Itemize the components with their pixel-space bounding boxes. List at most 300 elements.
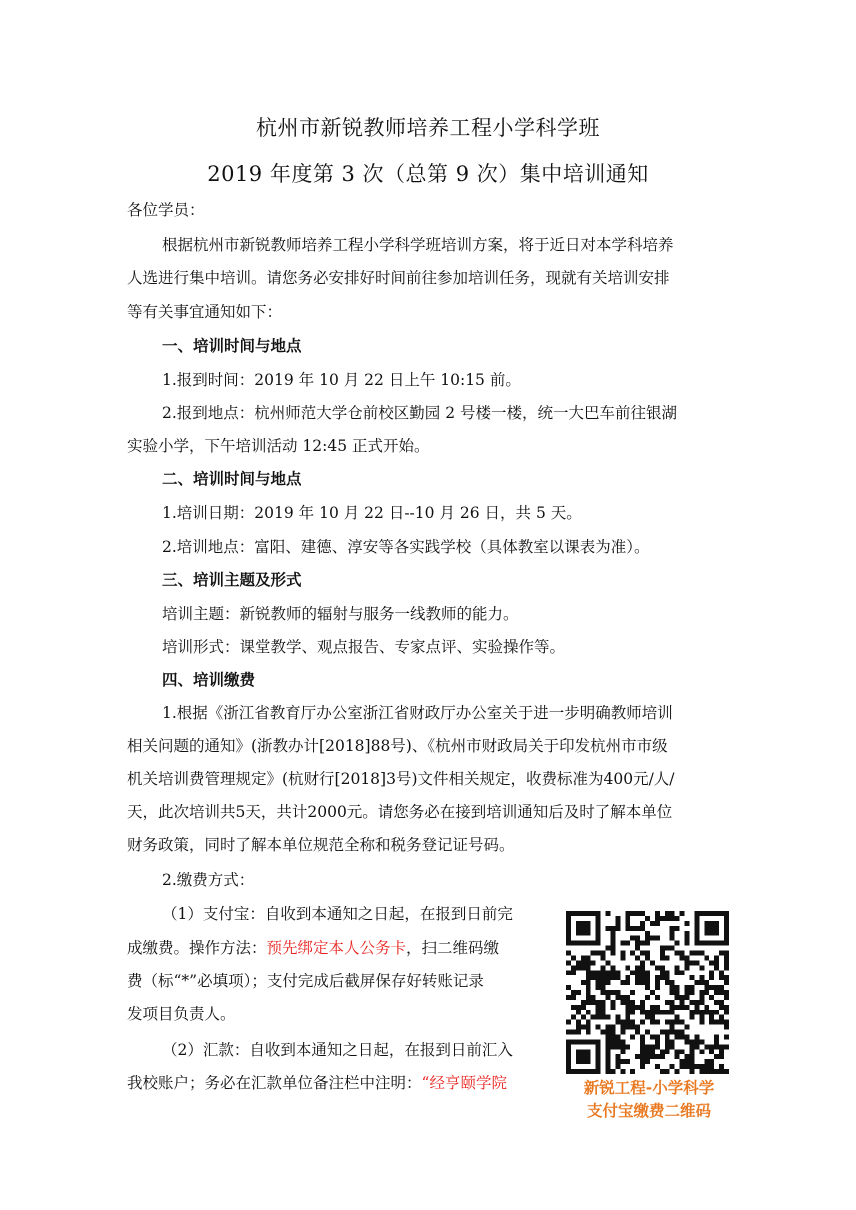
qr-module bbox=[581, 1059, 586, 1064]
qr-module bbox=[660, 1069, 665, 1074]
qr-module bbox=[586, 1010, 591, 1015]
qr-module bbox=[694, 1034, 699, 1039]
qr-module bbox=[610, 1005, 615, 1010]
fee-paragraph-line: 相关问题的通知》(浙教办计[2018]88号)、《杭州市财政局关于印发杭州市市级 bbox=[127, 737, 668, 755]
qr-module bbox=[635, 980, 640, 985]
qr-module bbox=[650, 960, 655, 965]
qr-module bbox=[610, 1030, 615, 1035]
qr-module bbox=[665, 946, 670, 951]
qr-module bbox=[610, 1039, 615, 1044]
qr-module bbox=[709, 1015, 714, 1020]
qr-module bbox=[689, 1015, 694, 1020]
qr-module bbox=[601, 1005, 606, 1010]
qr-module bbox=[581, 955, 586, 960]
qr-module bbox=[615, 975, 620, 980]
title-line-1: 杭州市新锐教师培养工程小学科学班 bbox=[256, 116, 600, 140]
qr-module bbox=[694, 1044, 699, 1049]
qr-module bbox=[699, 975, 704, 980]
qr-module bbox=[576, 1010, 581, 1015]
qr-module bbox=[714, 1010, 719, 1015]
qr-module bbox=[699, 1049, 704, 1054]
qr-module bbox=[719, 1000, 724, 1005]
qr-module bbox=[685, 931, 690, 936]
title-line-2: 2019 年度第 3 次（总第 9 次）集中培训通知 bbox=[207, 162, 649, 186]
qr-module bbox=[630, 1025, 635, 1030]
qr-module bbox=[610, 936, 615, 941]
qr-module bbox=[601, 965, 606, 970]
qr-module bbox=[596, 931, 601, 936]
qr-module bbox=[694, 1064, 699, 1069]
qr-module bbox=[694, 980, 699, 985]
qr-module bbox=[635, 1030, 640, 1035]
qr-module bbox=[685, 1005, 690, 1010]
qr-module bbox=[645, 975, 650, 980]
qr-module bbox=[645, 970, 650, 975]
qr-module bbox=[566, 1064, 571, 1069]
qr-module bbox=[670, 916, 675, 921]
qr-module bbox=[719, 985, 724, 990]
qr-module bbox=[694, 1005, 699, 1010]
qr-module bbox=[625, 916, 630, 921]
qr-module bbox=[615, 1054, 620, 1059]
qr-module bbox=[719, 1044, 724, 1049]
qr-module bbox=[625, 980, 630, 985]
qr-module bbox=[670, 1010, 675, 1015]
qr-module bbox=[724, 1010, 729, 1015]
qr-module bbox=[625, 1025, 630, 1030]
qr-module bbox=[591, 941, 596, 946]
qr-module bbox=[709, 1059, 714, 1064]
qr-module bbox=[645, 955, 650, 960]
qr-module bbox=[566, 931, 571, 936]
qr-module bbox=[699, 995, 704, 1000]
qr-module bbox=[596, 921, 601, 926]
qr-module bbox=[606, 1039, 611, 1044]
qr-module bbox=[719, 1064, 724, 1069]
qr-module bbox=[645, 1049, 650, 1054]
qr-module bbox=[635, 1005, 640, 1010]
qr-module bbox=[586, 995, 591, 1000]
qr-module bbox=[566, 1020, 571, 1025]
qr-module bbox=[645, 1015, 650, 1020]
qr-module bbox=[660, 951, 665, 956]
qr-module bbox=[601, 1015, 606, 1020]
qr-module bbox=[689, 985, 694, 990]
qr-module bbox=[576, 965, 581, 970]
qr-module bbox=[576, 960, 581, 965]
qr-module bbox=[581, 965, 586, 970]
qr-module bbox=[606, 990, 611, 995]
qr-module bbox=[714, 1020, 719, 1025]
qr-module bbox=[566, 911, 571, 916]
qr-module bbox=[625, 1000, 630, 1005]
qr-module bbox=[635, 975, 640, 980]
qr-module bbox=[699, 951, 704, 956]
qr-module bbox=[610, 965, 615, 970]
qr-module bbox=[694, 1000, 699, 1005]
qr-module bbox=[586, 955, 591, 960]
qr-module bbox=[689, 1010, 694, 1015]
qr-module bbox=[660, 955, 665, 960]
qr-module bbox=[596, 936, 601, 941]
section-item: 2.报到地点：杭州师范大学仓前校区勤园 2 号楼一楼，统一大巴车前往银湖 bbox=[162, 404, 678, 422]
qr-module bbox=[581, 1000, 586, 1005]
qr-module bbox=[581, 921, 586, 926]
qr-module bbox=[620, 1049, 625, 1054]
qr-module bbox=[709, 921, 714, 926]
qr-module bbox=[640, 1044, 645, 1049]
qr-module bbox=[670, 936, 675, 941]
qr-module bbox=[655, 916, 660, 921]
qr-module bbox=[571, 1005, 576, 1010]
fee-paragraph-line: 财务政策，同时了解本单位规范全称和税务登记证号码。 bbox=[127, 836, 515, 854]
qr-module bbox=[596, 911, 601, 916]
qr-module bbox=[709, 970, 714, 975]
qr-module bbox=[635, 941, 640, 946]
qr-module bbox=[606, 1030, 611, 1035]
qr-module bbox=[689, 1059, 694, 1064]
qr-module bbox=[704, 931, 709, 936]
qr-module bbox=[699, 1020, 704, 1025]
qr-module bbox=[665, 1044, 670, 1049]
qr-module bbox=[665, 980, 670, 985]
qr-module bbox=[719, 1015, 724, 1020]
qr-module bbox=[680, 1059, 685, 1064]
qr-module bbox=[694, 921, 699, 926]
qr-module bbox=[694, 960, 699, 965]
qr-module bbox=[719, 911, 724, 916]
qr-module bbox=[645, 1010, 650, 1015]
qr-module bbox=[566, 936, 571, 941]
qr-module bbox=[704, 911, 709, 916]
qr-module bbox=[635, 965, 640, 970]
qr-module bbox=[699, 1064, 704, 1069]
qr-module bbox=[610, 975, 615, 980]
qr-module bbox=[596, 926, 601, 931]
qr-module bbox=[640, 1000, 645, 1005]
qr-module bbox=[680, 970, 685, 975]
qr-module bbox=[620, 1044, 625, 1049]
payment-method-label: 2.缴费方式： bbox=[162, 871, 255, 889]
qr-module bbox=[620, 980, 625, 985]
qr-module bbox=[615, 1020, 620, 1025]
qr-module bbox=[581, 926, 586, 931]
qr-module bbox=[655, 921, 660, 926]
qr-module bbox=[610, 951, 615, 956]
qr-module bbox=[675, 1054, 680, 1059]
qr-module bbox=[586, 990, 591, 995]
qr-module bbox=[615, 1044, 620, 1049]
qr-module bbox=[650, 936, 655, 941]
qr-module bbox=[581, 960, 586, 965]
qr-module bbox=[689, 1064, 694, 1069]
qr-module bbox=[586, 1054, 591, 1059]
qr-module bbox=[685, 1054, 690, 1059]
qr-module bbox=[630, 936, 635, 941]
qr-module bbox=[571, 970, 576, 975]
qr-module bbox=[640, 1059, 645, 1064]
qr-module bbox=[660, 916, 665, 921]
qr-module bbox=[719, 970, 724, 975]
qr-module bbox=[606, 970, 611, 975]
qr-module bbox=[675, 1030, 680, 1035]
qr-module bbox=[596, 975, 601, 980]
qr-module bbox=[586, 980, 591, 985]
qr-module bbox=[714, 1034, 719, 1039]
qr-module bbox=[704, 990, 709, 995]
alipay-line bbox=[127, 938, 499, 958]
qr-module bbox=[665, 1000, 670, 1005]
qr-module bbox=[620, 1000, 625, 1005]
qr-module bbox=[601, 975, 606, 980]
qr-module bbox=[630, 1069, 635, 1074]
qr-module bbox=[610, 1044, 615, 1049]
qr-module bbox=[630, 911, 635, 916]
qr-module bbox=[596, 1015, 601, 1020]
qr-module bbox=[694, 1010, 699, 1015]
qr-module bbox=[596, 1039, 601, 1044]
section-heading: 二、培训时间与地点 bbox=[162, 469, 302, 488]
qr-module bbox=[675, 1020, 680, 1025]
qr-module bbox=[709, 1020, 714, 1025]
qr-module bbox=[635, 936, 640, 941]
qr-module bbox=[680, 1000, 685, 1005]
qr-module bbox=[675, 926, 680, 931]
qr-module bbox=[655, 985, 660, 990]
qr-module bbox=[596, 1005, 601, 1010]
qr-module bbox=[581, 1025, 586, 1030]
remit-line: （2）汇款：自收到本通知之日起，在报到日前汇入 bbox=[162, 1041, 513, 1059]
qr-module bbox=[576, 911, 581, 916]
qr-module bbox=[615, 1034, 620, 1039]
qr-module bbox=[596, 970, 601, 975]
qr-module bbox=[586, 1000, 591, 1005]
qr-module bbox=[665, 975, 670, 980]
qr-module bbox=[601, 955, 606, 960]
qr-module bbox=[704, 980, 709, 985]
qr-module bbox=[675, 995, 680, 1000]
qr-module bbox=[586, 921, 591, 926]
qr-module bbox=[645, 1059, 650, 1064]
qr-module bbox=[615, 1039, 620, 1044]
qr-module bbox=[709, 985, 714, 990]
qr-module bbox=[581, 1005, 586, 1010]
qr-module bbox=[704, 1010, 709, 1015]
qr-module bbox=[714, 985, 719, 990]
qr-module bbox=[714, 955, 719, 960]
qr-module bbox=[685, 1059, 690, 1064]
qr-module bbox=[581, 1069, 586, 1074]
qr-module bbox=[615, 990, 620, 995]
qr-module bbox=[596, 980, 601, 985]
qr-module bbox=[670, 931, 675, 936]
qr-module bbox=[606, 1059, 611, 1064]
qr-module bbox=[699, 1015, 704, 1020]
qr-module bbox=[650, 990, 655, 995]
qr-module bbox=[635, 970, 640, 975]
qr-module bbox=[586, 1069, 591, 1074]
qr-module bbox=[724, 990, 729, 995]
qr-module bbox=[566, 921, 571, 926]
qr-module bbox=[724, 936, 729, 941]
qr-module bbox=[670, 926, 675, 931]
qr-module bbox=[714, 926, 719, 931]
qr-module bbox=[586, 965, 591, 970]
qr-module bbox=[724, 995, 729, 1000]
qr-module bbox=[704, 955, 709, 960]
qr-module bbox=[709, 1069, 714, 1074]
qr-module bbox=[645, 1044, 650, 1049]
qr-module bbox=[645, 931, 650, 936]
qr-module bbox=[615, 1015, 620, 1020]
qr-module bbox=[655, 1064, 660, 1069]
qr-module bbox=[620, 1030, 625, 1035]
qr-module bbox=[650, 1010, 655, 1015]
qr-module bbox=[640, 1005, 645, 1010]
qr-module bbox=[685, 1034, 690, 1039]
qr-module bbox=[596, 1069, 601, 1074]
qr-module bbox=[591, 1015, 596, 1020]
qr-module bbox=[704, 1059, 709, 1064]
qr-module bbox=[655, 995, 660, 1000]
qr-module bbox=[724, 975, 729, 980]
qr-module bbox=[694, 926, 699, 931]
qr-module bbox=[724, 1005, 729, 1010]
qr-module bbox=[699, 990, 704, 995]
qr-module bbox=[675, 1034, 680, 1039]
qr-module bbox=[685, 1039, 690, 1044]
qr-module bbox=[610, 1000, 615, 1005]
qr-module bbox=[704, 1069, 709, 1074]
qr-module bbox=[596, 1025, 601, 1030]
qr-module bbox=[645, 1030, 650, 1035]
qr-module bbox=[724, 980, 729, 985]
qr-module bbox=[714, 1039, 719, 1044]
qr-module bbox=[630, 926, 635, 931]
qr-module bbox=[640, 1064, 645, 1069]
qr-module bbox=[615, 1064, 620, 1069]
qr-module bbox=[640, 911, 645, 916]
qr-caption-line-1: 新锐工程-小学科学 bbox=[583, 1079, 715, 1097]
qr-module bbox=[586, 931, 591, 936]
qr-module bbox=[640, 965, 645, 970]
qr-module bbox=[714, 911, 719, 916]
qr-module bbox=[685, 965, 690, 970]
qr-module bbox=[665, 1069, 670, 1074]
qr-module bbox=[571, 941, 576, 946]
qr-module bbox=[591, 911, 596, 916]
qr-module bbox=[576, 1020, 581, 1025]
qr-module bbox=[586, 960, 591, 965]
qr-module bbox=[596, 1000, 601, 1005]
section-item: 2.培训地点：富阳、建德、淳安等各实践学校（具体教室以课表为准）。 bbox=[162, 538, 650, 556]
qr-module bbox=[680, 955, 685, 960]
qr-module bbox=[620, 1039, 625, 1044]
qr-module bbox=[714, 941, 719, 946]
qr-module bbox=[610, 990, 615, 995]
qr-module bbox=[576, 1059, 581, 1064]
qr-module bbox=[655, 975, 660, 980]
qr-module bbox=[606, 946, 611, 951]
qr-module bbox=[571, 990, 576, 995]
qr-module bbox=[630, 990, 635, 995]
qr-module bbox=[630, 951, 635, 956]
qr-module bbox=[670, 990, 675, 995]
bind-card-emphasis: 预先绑定本人公务卡 bbox=[266, 939, 407, 957]
qr-module bbox=[670, 1064, 675, 1069]
qr-module bbox=[586, 1030, 591, 1035]
alipay-line: 费（标“*”必填项）；支付完成后截屏保存好转账记录 bbox=[127, 972, 484, 990]
qr-module bbox=[724, 1044, 729, 1049]
section-item: 1.培训日期：2019 年 10 月 22 日--10 月 26 日，共 5 天。 bbox=[162, 504, 582, 522]
qr-module bbox=[596, 916, 601, 921]
qr-module bbox=[689, 960, 694, 965]
qr-module bbox=[675, 916, 680, 921]
qr-module bbox=[581, 1039, 586, 1044]
qr-module bbox=[615, 1059, 620, 1064]
qr-module bbox=[591, 1000, 596, 1005]
qr-module bbox=[635, 911, 640, 916]
qr-module bbox=[714, 931, 719, 936]
intro-line: 根据杭州市新锐教师培养工程小学科学班培训方案，将于近日对本学科培养 bbox=[162, 236, 674, 254]
qr-module bbox=[566, 1054, 571, 1059]
qr-module bbox=[694, 941, 699, 946]
qr-module bbox=[610, 970, 615, 975]
qr-module bbox=[724, 1034, 729, 1039]
qr-module bbox=[625, 926, 630, 931]
qr-module bbox=[645, 936, 650, 941]
qr-module bbox=[576, 1054, 581, 1059]
qr-module bbox=[675, 985, 680, 990]
qr-module bbox=[714, 960, 719, 965]
qr-module bbox=[640, 980, 645, 985]
qr-module bbox=[689, 1069, 694, 1074]
qr-module bbox=[591, 1069, 596, 1074]
qr-module bbox=[606, 980, 611, 985]
qr-module bbox=[581, 1049, 586, 1054]
qr-code-icon[interactable] bbox=[566, 911, 729, 1074]
qr-module bbox=[660, 1010, 665, 1015]
qr-module bbox=[640, 960, 645, 965]
qr-module bbox=[571, 955, 576, 960]
qr-module bbox=[640, 1054, 645, 1059]
qr-module bbox=[620, 995, 625, 1000]
qr-module bbox=[586, 1059, 591, 1064]
qr-module bbox=[655, 1005, 660, 1010]
qr-module bbox=[709, 931, 714, 936]
qr-module bbox=[699, 1039, 704, 1044]
qr-module bbox=[694, 931, 699, 936]
qr-module bbox=[675, 1005, 680, 1010]
qr-module bbox=[566, 1049, 571, 1054]
qr-module bbox=[660, 1030, 665, 1035]
qr-module bbox=[576, 1005, 581, 1010]
qr-module bbox=[635, 926, 640, 931]
qr-module bbox=[709, 960, 714, 965]
qr-module bbox=[640, 1020, 645, 1025]
qr-module bbox=[566, 926, 571, 931]
qr-module bbox=[724, 941, 729, 946]
qr-module bbox=[576, 926, 581, 931]
qr-module bbox=[699, 941, 704, 946]
qr-module bbox=[606, 995, 611, 1000]
qr-module bbox=[699, 1069, 704, 1074]
qr-module bbox=[665, 970, 670, 975]
qr-module bbox=[606, 960, 611, 965]
qr-module bbox=[724, 1020, 729, 1025]
qr-module bbox=[606, 1044, 611, 1049]
qr-module bbox=[675, 941, 680, 946]
